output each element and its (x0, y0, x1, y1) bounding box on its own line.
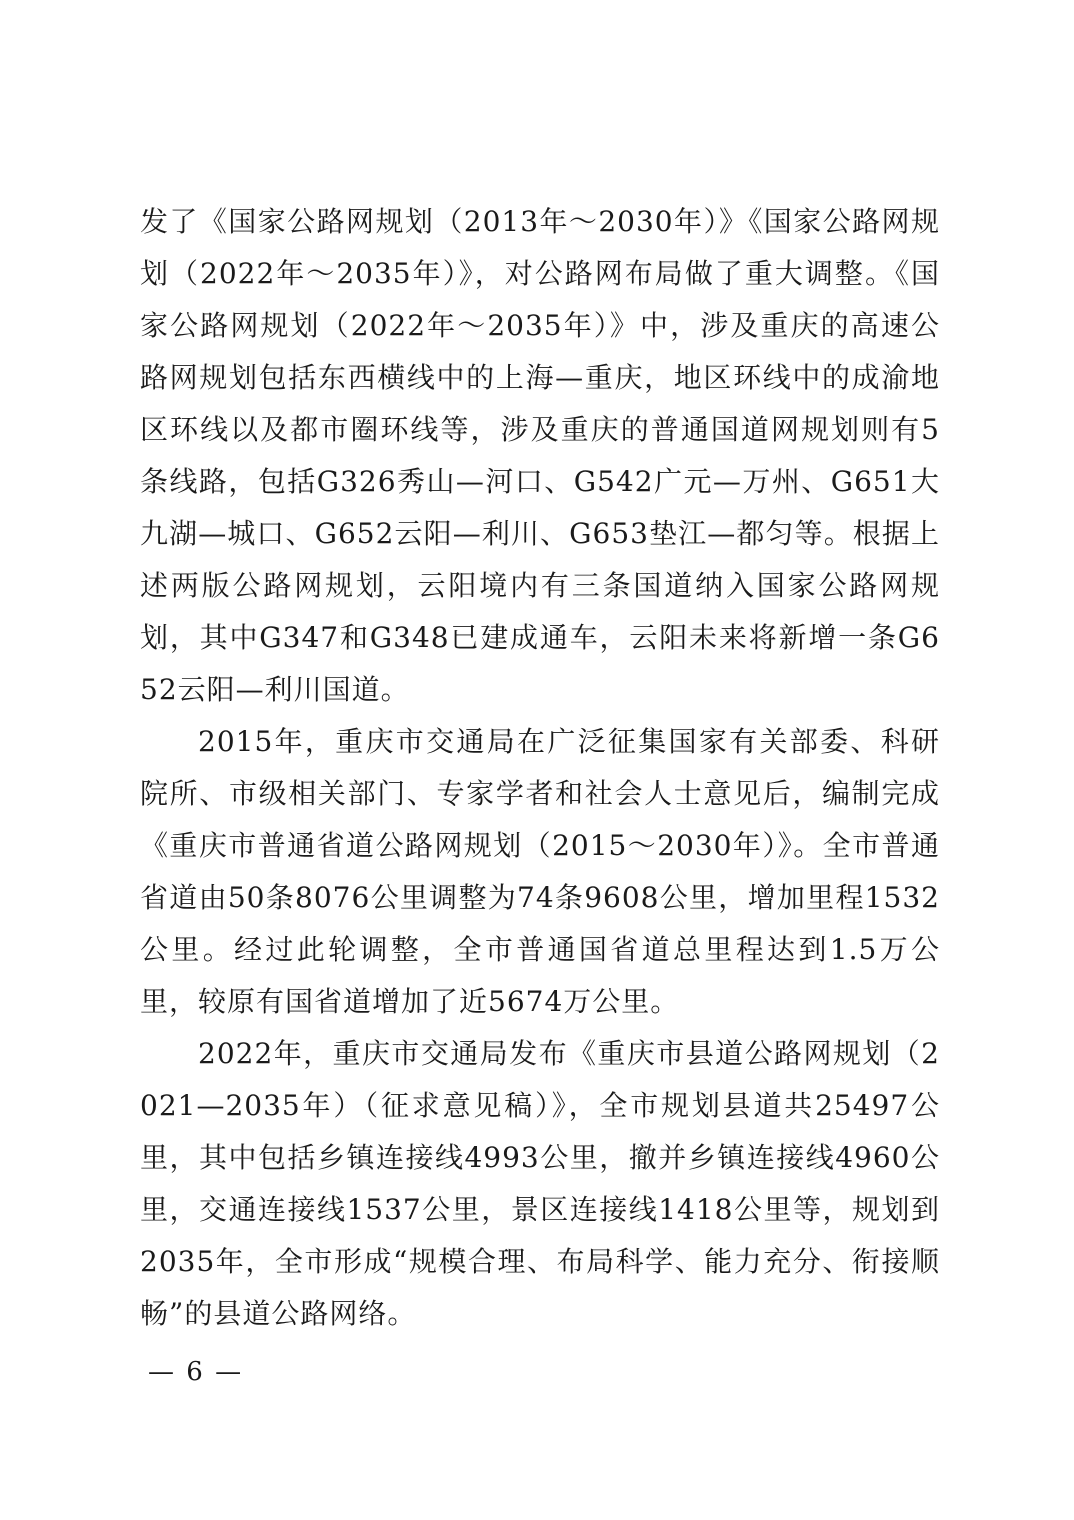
body-text (140, 196, 940, 1340)
paragraph-national-highway-plan: 发了《国家公路网规划（2013年～2030年）》《国家公路网规划（2022年～2035年）》，对公路网布局做了重大调整。《国家公路网规划（2022年～2035年）》中，涉及重庆的高速公路网规划包括东西横线中的上海—重庆，地区环线中的成渝地区环线以及都市圈环线等，涉及重庆的普通国道网规划则有5条线路，包括G326秀山—河口、G542广元—万州、G651大九湖—城口、G652云阳—利川、G653垫江—都匀等。根据上述两版公路网规划，云阳境内有三条国道纳入国家公路网规划，其中G347和G348已建成通车，云阳未来将新增一条G652云阳—利川国道。 (140, 205, 940, 706)
paragraph-provincial-road-plan: 2015年，重庆市交通局在广泛征集国家有关部委、科研院所、市级相关部门、专家学者和社会人士意见后，编制完成《重庆市普通省道公路网规划（2015～2030年）》。全市普通省道由50条8076公里调整为74条9608公里，增加里程1532公里。经过此轮调整，全市普通国省道总里程达到1.5万公里，较原有国省道增加了近5674万公里。 (140, 725, 940, 1018)
paragraph-county-road-plan: 2022年，重庆市交通局发布《重庆市县道公路网规划（2021—2035年）（征求意见稿）》，全市规划县道共25497公里，其中包括乡镇连接线4993公里，撤并乡镇连接线4960公里，交通连接线1537公里，景区连接线1418公里等，规划到2035年，全市形成“规模合理、布局科学、能力充分、衔接顺畅”的县道公路网络。 (140, 1037, 940, 1330)
page-number: — 6 — (148, 1357, 244, 1387)
